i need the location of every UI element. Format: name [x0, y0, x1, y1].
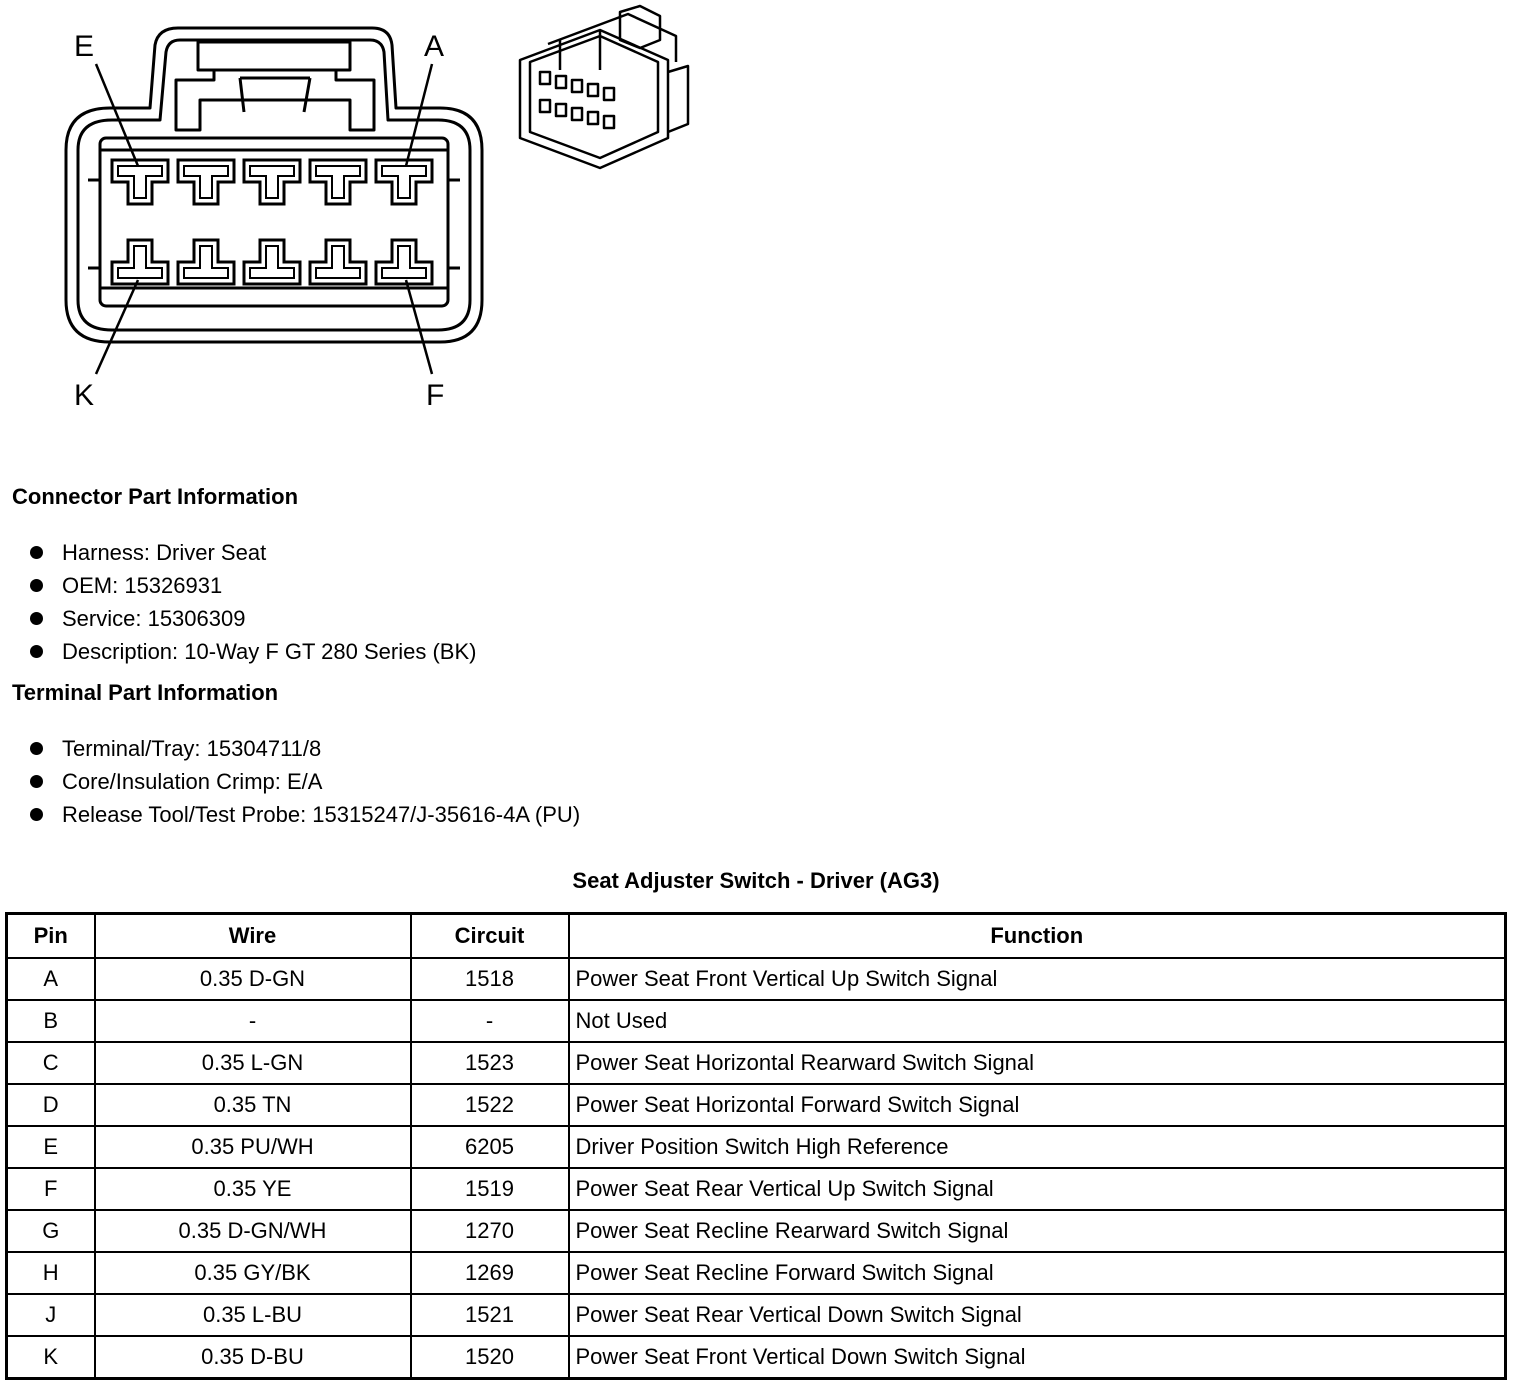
table-row	[7, 1336, 1506, 1379]
pinout-table	[5, 912, 1507, 1380]
cell-function: Power Seat Recline Rearward Switch Signal	[569, 1210, 1506, 1252]
connector-diagram	[0, 0, 720, 420]
list-item: Service: 15306309	[28, 602, 476, 635]
cell-function: Driver Position Switch High Reference	[569, 1126, 1506, 1168]
cell-circuit: 1519	[411, 1168, 569, 1210]
cell-function: Power Seat Recline Forward Switch Signal	[569, 1252, 1506, 1294]
connector-3d-illustration	[520, 6, 688, 168]
cell-function: Not Used	[569, 1000, 1506, 1042]
cell-pin: C	[7, 1042, 95, 1084]
list-item: Description: 10-Way F GT 280 Series (BK)	[28, 635, 476, 668]
table-row	[7, 1042, 1506, 1084]
pin-label-f: F	[426, 379, 445, 412]
terminal-info-list	[28, 732, 580, 831]
pin-label-e: E	[74, 30, 95, 63]
cavity-panel	[100, 138, 448, 306]
leader-line-f	[406, 280, 432, 374]
list-item: Release Tool/Test Probe: 15315247/J-35616-4A (PU)	[28, 798, 580, 831]
cell-wire: 0.35 L-GN	[95, 1042, 411, 1084]
list-item: OEM: 15326931	[28, 569, 476, 602]
cell-circuit: 1270	[411, 1210, 569, 1252]
cell-pin: J	[7, 1294, 95, 1336]
cell-pin: A	[7, 958, 95, 1000]
cell-pin: F	[7, 1168, 95, 1210]
cell-circuit: 1269	[411, 1252, 569, 1294]
cell-pin: H	[7, 1252, 95, 1294]
table-row	[7, 1168, 1506, 1210]
latch-detail	[240, 78, 310, 112]
cell-circuit: -	[411, 1000, 569, 1042]
list-item: Core/Insulation Crimp: E/A	[28, 765, 580, 798]
bullet-icon	[30, 742, 43, 755]
cell-circuit: 6205	[411, 1126, 569, 1168]
cell-pin: B	[7, 1000, 95, 1042]
bullet-icon	[30, 775, 43, 788]
connector-info-heading: Connector Part Information	[12, 484, 299, 509]
cell-wire: 0.35 L-BU	[95, 1294, 411, 1336]
cell-pin: G	[7, 1210, 95, 1252]
cell-function: Power Seat Front Vertical Up Switch Signal	[569, 958, 1506, 1000]
table-row	[7, 1084, 1506, 1126]
cell-wire: 0.35 D-GN/WH	[95, 1210, 411, 1252]
connector-info-list	[28, 536, 476, 668]
cell-circuit: 1518	[411, 958, 569, 1000]
table-row	[7, 958, 1506, 1000]
table-header-row	[7, 914, 1506, 959]
leader-line-k	[96, 280, 138, 374]
table-title: Seat Adjuster Switch - Driver (AG3)	[572, 868, 940, 893]
bullet-icon	[30, 579, 43, 592]
cell-circuit: 1522	[411, 1084, 569, 1126]
table-row	[7, 1126, 1506, 1168]
column-header-function: Function	[569, 914, 1506, 959]
list-item: Harness: Driver Seat	[28, 536, 476, 569]
cell-wire: -	[95, 1000, 411, 1042]
cell-function: Power Seat Rear Vertical Up Switch Signal	[569, 1168, 1506, 1210]
bullet-icon	[30, 546, 43, 559]
table-row	[7, 1294, 1506, 1336]
latch-frame	[198, 42, 350, 70]
list-item: Terminal/Tray: 15304711/8	[28, 732, 580, 765]
cell-wire: 0.35 PU/WH	[95, 1126, 411, 1168]
bullet-icon	[30, 808, 43, 821]
cell-wire: 0.35 D-GN	[95, 958, 411, 1000]
bullet-icon	[30, 612, 43, 625]
bullet-icon	[30, 645, 43, 658]
column-header-circuit: Circuit	[411, 914, 569, 959]
cell-function: Power Seat Horizontal Forward Switch Signal	[569, 1084, 1506, 1126]
cell-wire: 0.35 TN	[95, 1084, 411, 1126]
cell-function: Power Seat Rear Vertical Down Switch Signal	[569, 1294, 1506, 1336]
column-header-pin: Pin	[7, 914, 95, 959]
cell-wire: 0.35 YE	[95, 1168, 411, 1210]
cell-pin: E	[7, 1126, 95, 1168]
cell-circuit: 1520	[411, 1336, 569, 1379]
table-row	[7, 1252, 1506, 1294]
cell-pin: D	[7, 1084, 95, 1126]
cell-circuit: 1523	[411, 1042, 569, 1084]
pin-label-a: A	[424, 30, 445, 63]
cell-pin: K	[7, 1336, 95, 1379]
cell-circuit: 1521	[411, 1294, 569, 1336]
table-row	[7, 1210, 1506, 1252]
column-header-wire: Wire	[95, 914, 411, 959]
terminal-info-heading: Terminal Part Information	[12, 680, 279, 705]
cell-function: Power Seat Front Vertical Down Switch Signal	[569, 1336, 1506, 1379]
cell-wire: 0.35 GY/BK	[95, 1252, 411, 1294]
cell-function: Power Seat Horizontal Rearward Switch Signal	[569, 1042, 1506, 1084]
pin-label-k: K	[74, 379, 95, 412]
table-row	[7, 1000, 1506, 1042]
cell-wire: 0.35 D-BU	[95, 1336, 411, 1379]
